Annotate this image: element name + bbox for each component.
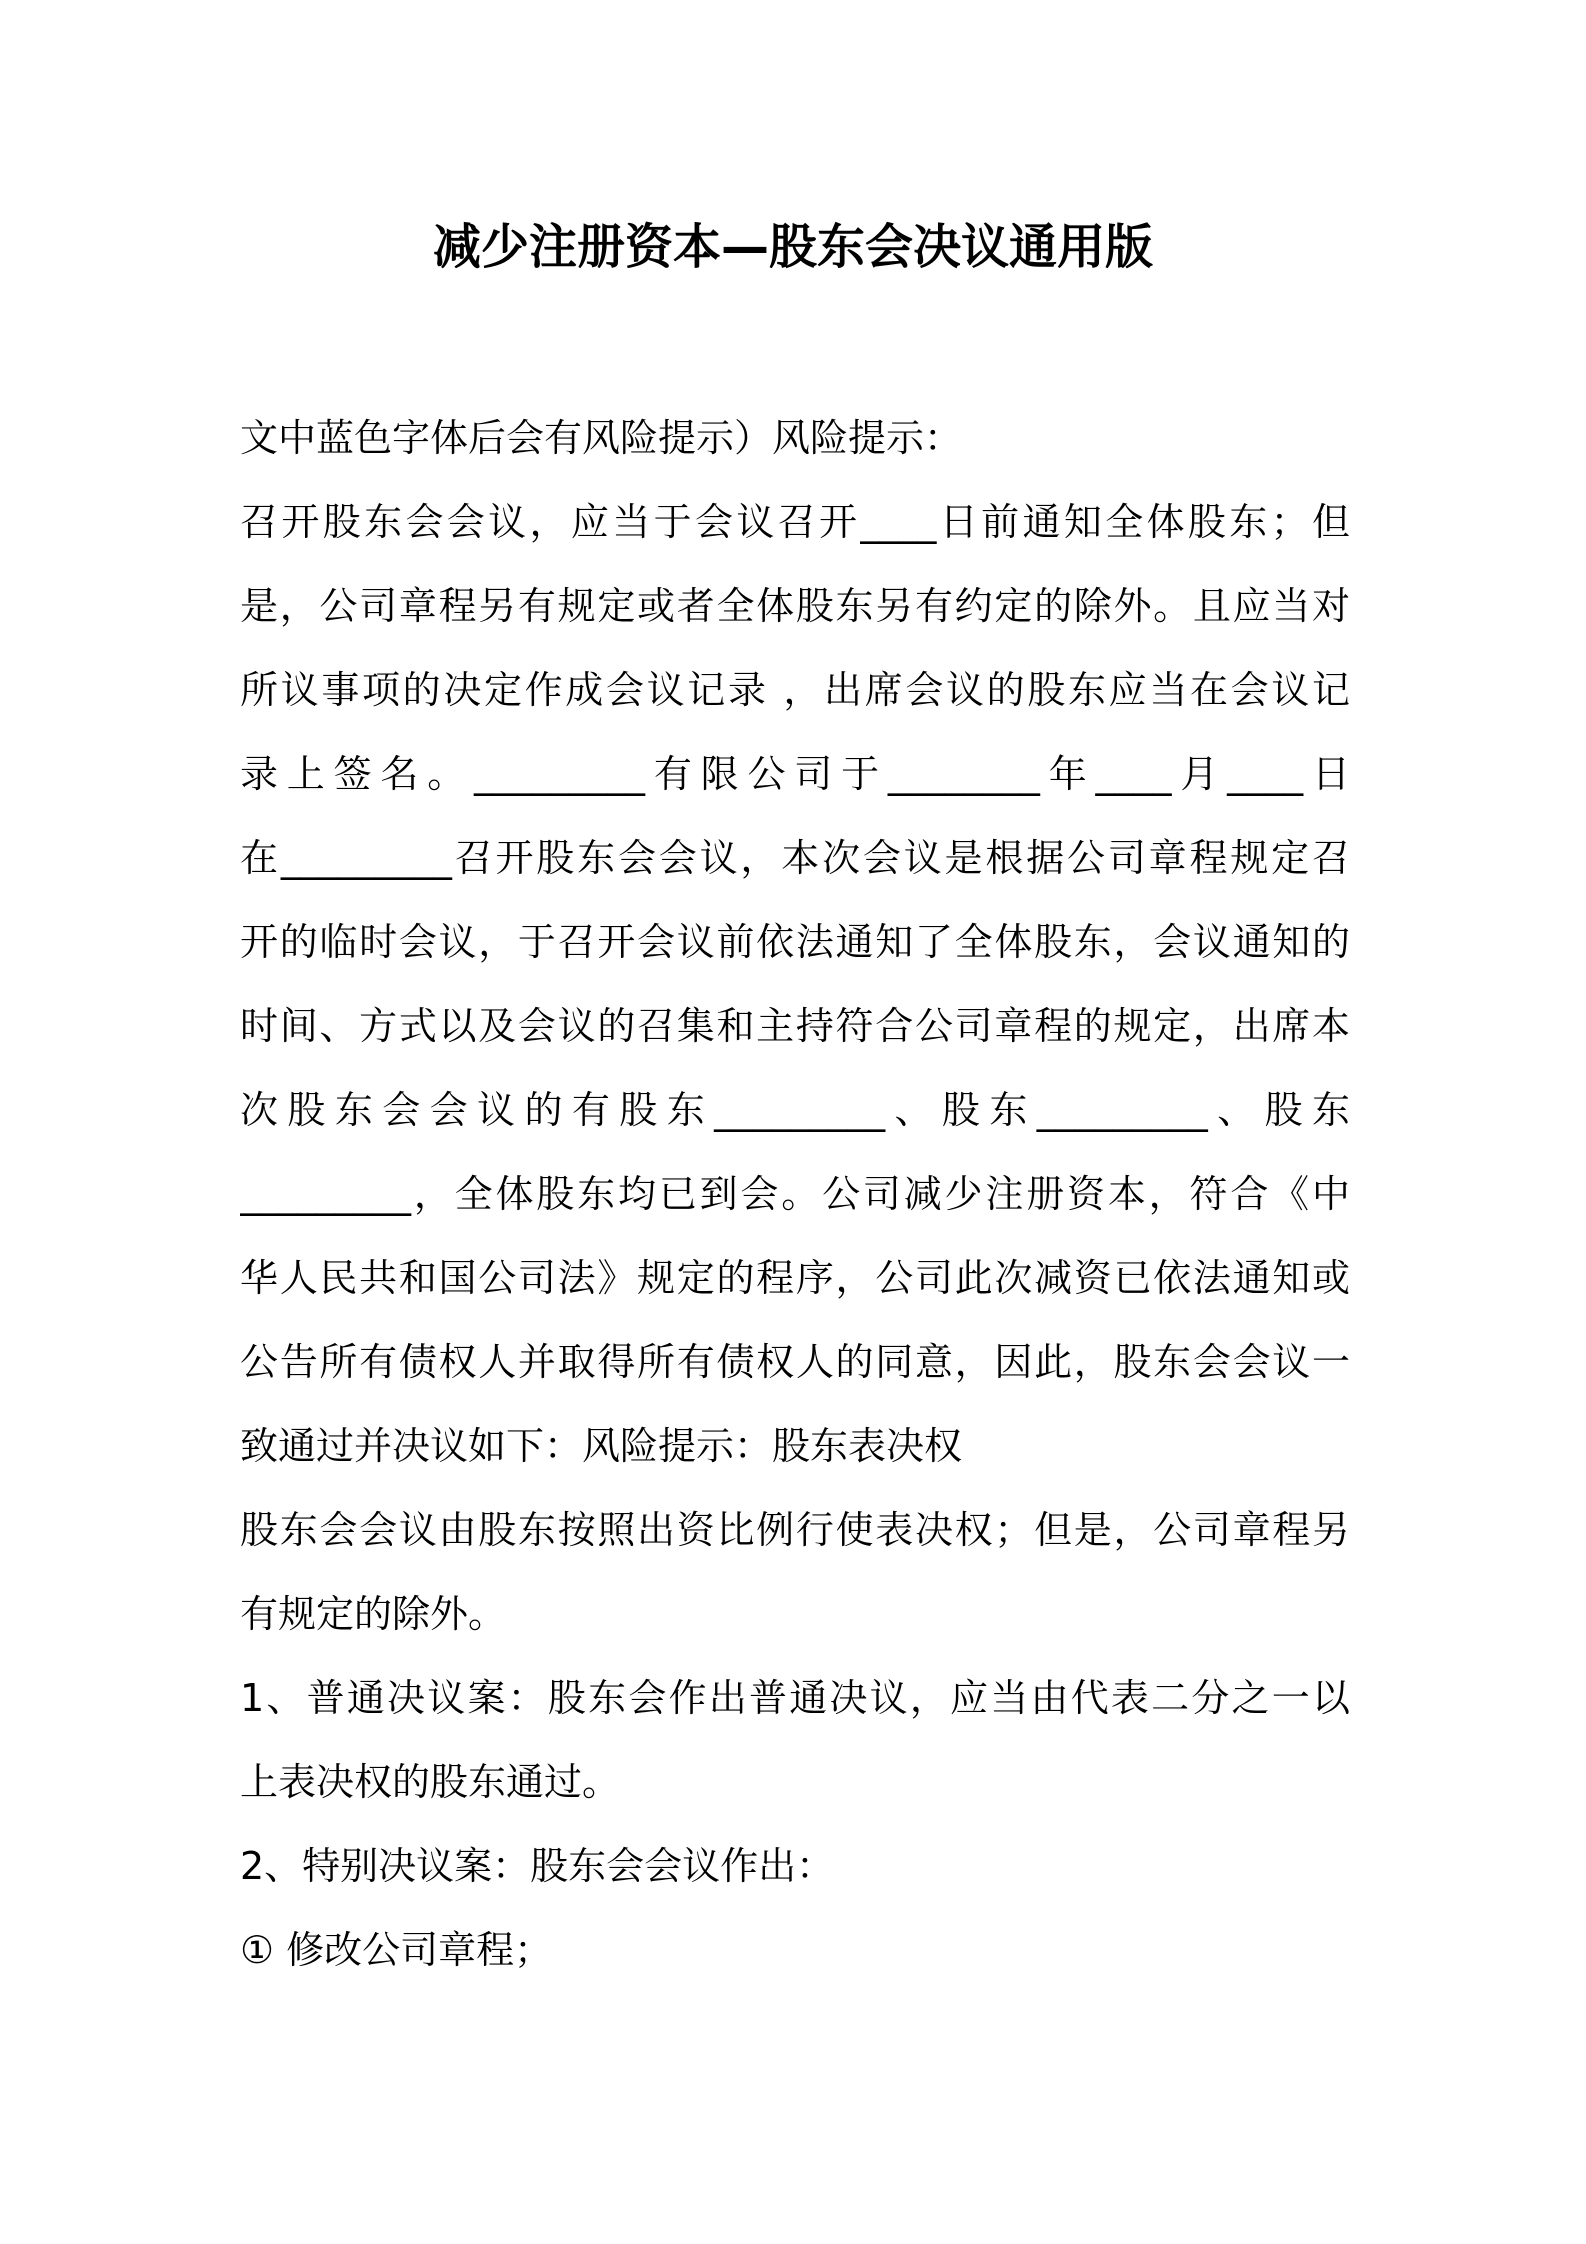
text-line: 开的临时会议，于召开会议前依法通知了全体股东，会议通知的 — [240, 920, 1350, 964]
text-line: 致通过并决议如下：风险提示：股东表决权 — [240, 1424, 963, 1468]
text-line: 2、特别决议案：股东会会议作出： — [240, 1844, 835, 1888]
text-line: 上表决权的股东通过。 — [240, 1760, 621, 1804]
text-line: 时间、方式以及会议的召集和主持符合公司章程的规定，出席本 — [240, 1004, 1350, 1048]
text-line: 是，公司章程另有规定或者全体股东另有约定的除外。且应当对 — [240, 584, 1350, 628]
text-line: 所议事项的决定作成会议记录 ，出席会议的股东应当在会议记 — [240, 668, 1350, 712]
text-line: 1、普通决议案：股东会作出普通决议，应当由代表二分之一以 — [240, 1676, 1350, 1720]
document-title: 减少注册资本—股东会决议通用版 — [432, 219, 1153, 275]
text-line: 股东会会议由股东按照出资比例行使表决权；但是，公司章程另 — [240, 1508, 1350, 1552]
text-line: ① 修改公司章程； — [240, 1928, 553, 1972]
text-line: 在_________召开股东会会议，本次会议是根据公司章程规定召 — [240, 836, 1350, 880]
text-line: 文中蓝色字体后会有风险提示）风险提示： — [240, 416, 963, 460]
text-line: 次股东会会议的有股东_________、股东_________、股东 — [240, 1088, 1350, 1132]
text-line: 公告所有债权人并取得所有债权人的同意，因此，股东会会议一 — [240, 1340, 1350, 1384]
text-line: 录上签名。_________有限公司于________年____月____日 — [240, 752, 1350, 796]
text-line: _________，全体股东均已到会。公司减少注册资本，符合《中 — [240, 1172, 1350, 1216]
text-line: 华人民共和国公司法》规定的程序，公司此次减资已依法通知或 — [240, 1256, 1350, 1300]
text-line: 召开股东会会议，应当于会议召开____日前通知全体股东；但 — [240, 500, 1350, 544]
text-line: 有规定的除外。 — [240, 1592, 507, 1636]
